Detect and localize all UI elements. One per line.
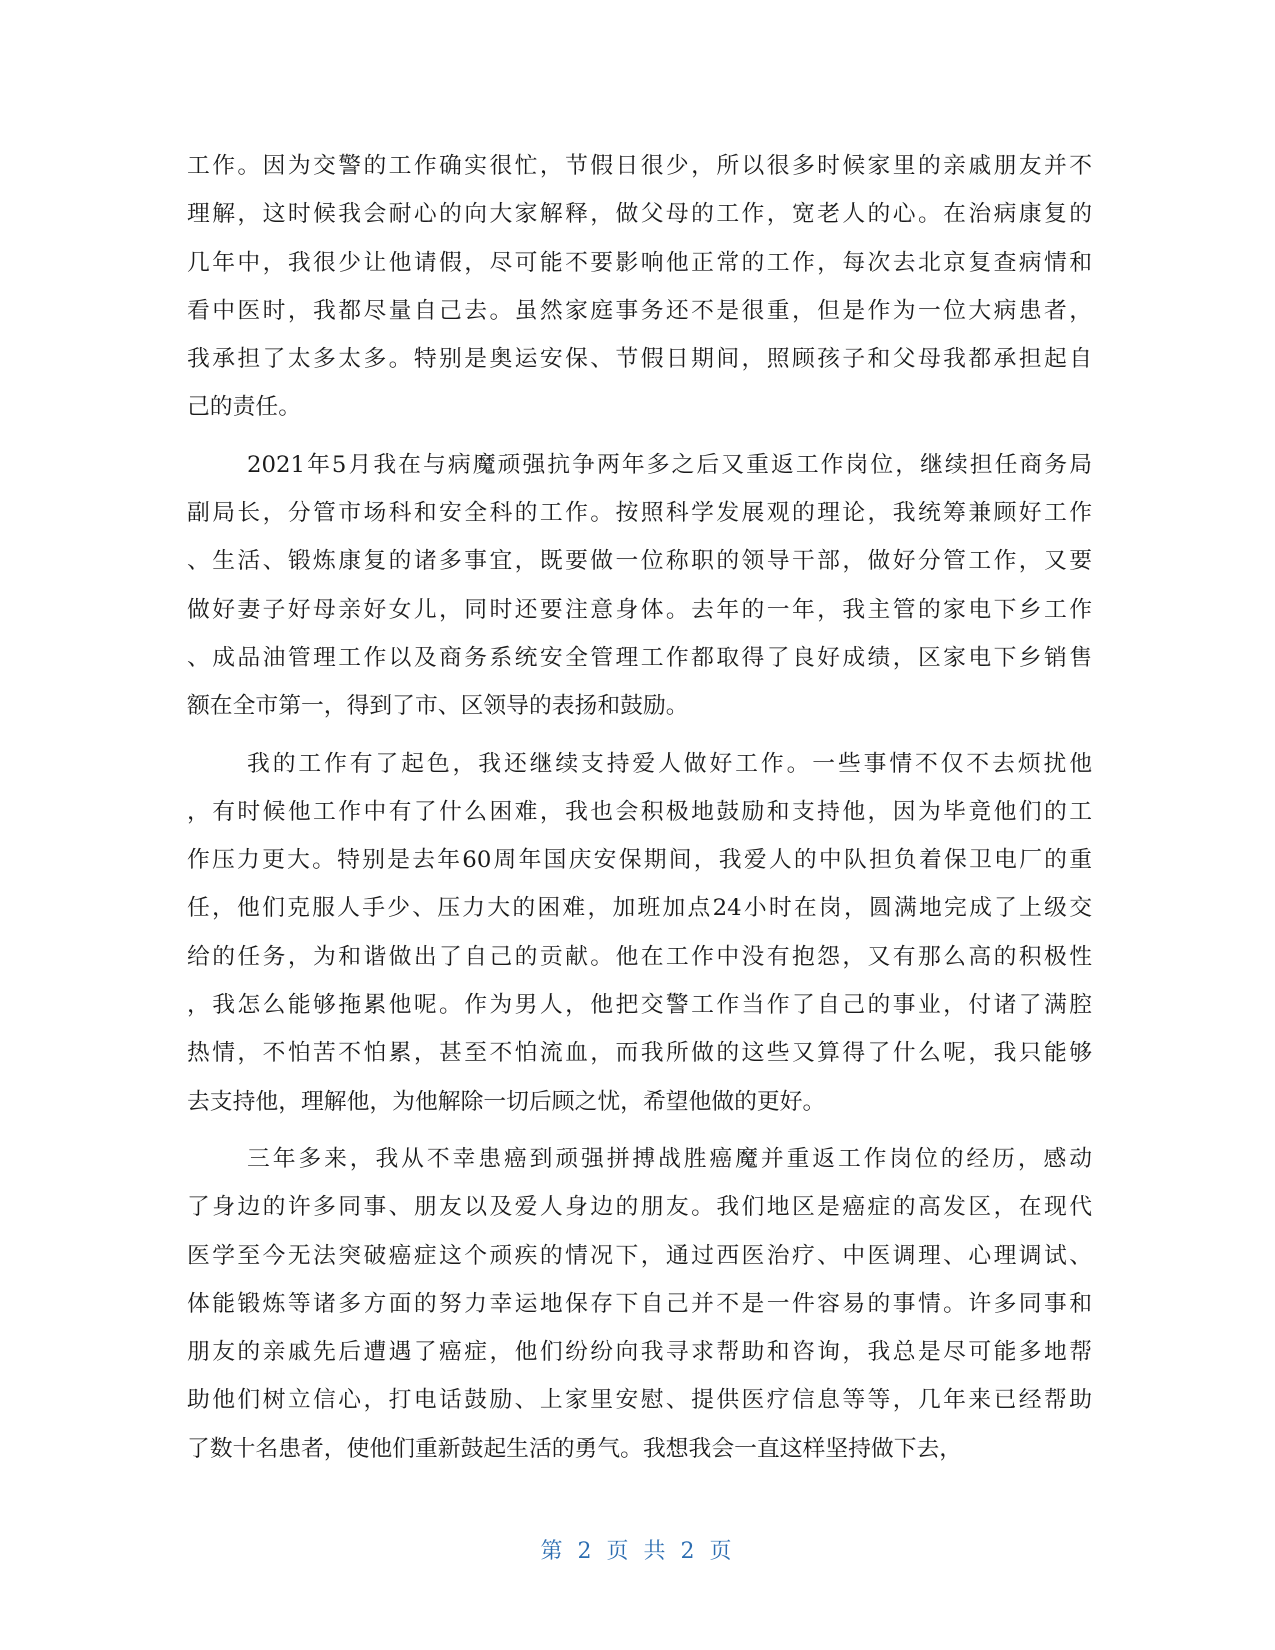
text-line: 了数十名患者，使他们重新鼓起生活的勇气。我想我会一直这样坚持做下去， [187, 1435, 963, 1462]
text-line: 助他们树立信心，打电话鼓励、上家里安慰、提供医疗信息等等，几年来已经帮助 [187, 1387, 1092, 1414]
text-line: 我承担了太多太多。特别是奥运安保、节假日期间，照顾孩子和父母我都承担起自 [187, 346, 1092, 373]
text-line: 、生活、锻炼康复的诸多事宜，既要做一位称职的领导干部，做好分管工作，又要 [187, 548, 1092, 575]
text-line: 额在全市第一，得到了市、区领导的表扬和鼓励。 [187, 693, 689, 720]
text-line: 给的任务，为和谐做出了自己的贡献。他在工作中没有抱怨，又有那么高的积极性 [187, 943, 1092, 970]
text-line: 工作。因为交警的工作确实很忙，节假日很少，所以很多时候家里的亲戚朋友并不 [187, 153, 1092, 179]
text-line: 我的工作有了起色，我还继续支持爱人做好工作。一些事情不仅不去烦扰他 [247, 750, 1092, 777]
text-line: 2021年5月我在与病魔顽强抗争两年多之后又重返工作岗位，继续担任商务局 [247, 451, 1092, 478]
footer-suffix: 页 [709, 1539, 735, 1564]
paragraph [187, 142, 1092, 432]
text-line: 三年多来，我从不幸患癌到顽强拼搏战胜癌魔并重返工作岗位的经历，感动 [247, 1145, 1092, 1172]
text-line: ，有时候他工作中有了什么困难，我也会积极地鼓励和支持他，因为毕竟他们的工 [187, 798, 1092, 825]
total-pages-number: 2 [680, 1539, 698, 1564]
document-body [187, 142, 1092, 1473]
text-line: 任，他们克服人手少、压力大的困难，加班加点24小时在岗，圆满地完成了上级交 [187, 895, 1092, 922]
footer-total-word: 共 [643, 1539, 669, 1564]
text-line: 医学至今无法突破癌症这个顽疾的情况下，通过西医治疗、中医调理、心理调试、 [187, 1242, 1092, 1269]
text-line: 作压力更大。特别是去年60周年国庆安保期间，我爱人的中队担负着保卫电厂的重 [187, 847, 1092, 874]
text-line: 理解，这时候我会耐心的向大家解释，做父母的工作，宽老人的心。在治病康复的 [187, 201, 1092, 228]
text-line: 几年中，我很少让他请假，尽可能不要影响他正常的工作，每次去北京复查病情和 [187, 249, 1092, 276]
text-line: 副局长，分管市场科和安全科的工作。按照科学发展观的理论，我统筹兼顾好工作 [187, 500, 1092, 527]
text-line: 了身边的许多同事、朋友以及爱人身边的朋友。我们地区是癌症的高发区，在现代 [187, 1194, 1092, 1221]
page-footer [0, 1534, 1275, 1565]
text-line: 热情，不怕苦不怕累，甚至不怕流血，而我所做的这些又算得了什么呢，我只能够 [187, 1040, 1092, 1067]
paragraph [187, 740, 1092, 1126]
footer-page-word: 页 [606, 1539, 632, 1564]
paragraph [187, 1135, 1092, 1473]
paragraph [187, 441, 1092, 731]
text-line: 去支持他，理解他，为他解除一切后顾之忧，希望他做的更好。 [187, 1088, 826, 1115]
text-line: 体能锻炼等诸多方面的努力幸运地保存下自己并不是一件容易的事情。许多同事和 [187, 1290, 1092, 1317]
current-page-number: 2 [577, 1539, 595, 1564]
text-line: 朋友的亲戚先后遭遇了癌症，他们纷纷向我寻求帮助和咨询，我总是尽可能多地帮 [187, 1339, 1092, 1366]
text-line: 做好妻子好母亲好女儿，同时还要注意身体。去年的一年，我主管的家电下乡工作 [187, 596, 1092, 623]
text-line: 看中医时，我都尽量自己去。虽然家庭事务还不是很重，但是作为一位大病患者， [187, 297, 1092, 324]
text-line: 、成品油管理工作以及商务系统安全管理工作都取得了良好成绩，区家电下乡销售 [187, 644, 1092, 671]
footer-prefix: 第 [540, 1539, 566, 1564]
text-line: 己的责任。 [187, 394, 301, 421]
text-line: ，我怎么能够拖累他呢。作为男人，他把交警工作当作了自己的事业，付诸了满腔 [187, 992, 1092, 1019]
